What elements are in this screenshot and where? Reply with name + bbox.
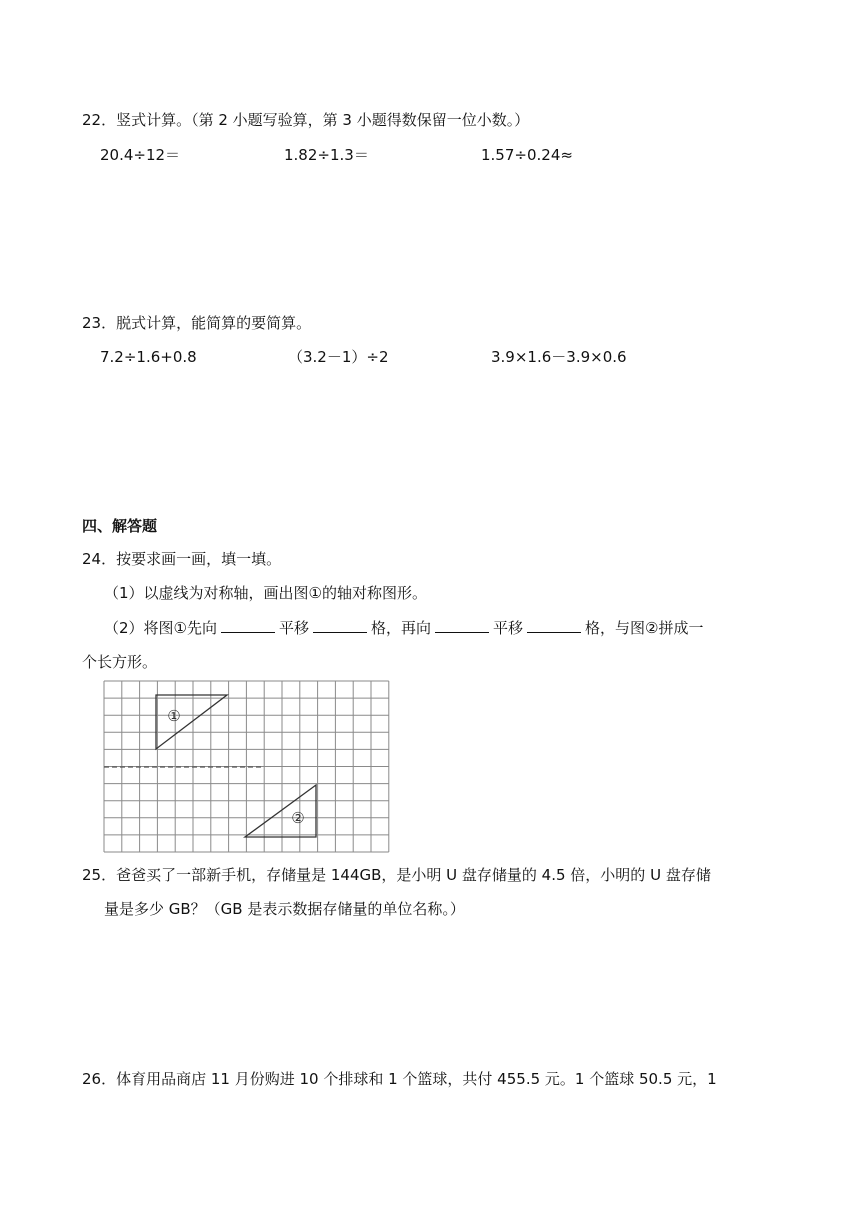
q25-line1: 25．爸爸买了一部新手机，存储量是 144GB，是小明 U 盘存储量的 4.5 倍，小明的 U 盘存储 [82, 866, 711, 884]
q24-part2-cont: 个长方形。 [82, 653, 158, 671]
direction-blank-1[interactable] [221, 618, 275, 633]
steps-blank-1[interactable] [313, 618, 367, 633]
q23-item-3: 3.9×1.6－3.9×0.6 [491, 348, 627, 366]
q22-item-2: 1.82÷1.3＝ [284, 146, 369, 164]
q23-item-2: （3.2－1）÷2 [288, 348, 389, 366]
q23-item-1: 7.2÷1.6+0.8 [100, 348, 197, 366]
triangle-2 [245, 785, 316, 837]
q24-part2-prefix: （2）将图①先向 [104, 619, 217, 637]
q24-part2-mid2: 格，再向 [371, 619, 432, 637]
q22-item-3: 1.57÷0.24≈ [481, 146, 573, 164]
section-heading: 四、解答题 [82, 517, 158, 535]
q24-part2 [104, 618, 704, 638]
grid-figure [100, 679, 390, 855]
q24-part2-suffix: 格，与图②拼成一 [585, 619, 704, 637]
triangle-1-label: ① [167, 707, 181, 725]
q26-line1: 26．体育用品商店 11 月份购进 10 个排球和 1 个篮球，共付 455.5 元。1 个篮球 50.5 元，1 [82, 1070, 717, 1088]
q24-part2-mid1: 平移 [279, 619, 310, 637]
q22-title: 22．竖式计算。（第 2 小题写验算，第 3 小题得数保留一位小数。） [82, 111, 530, 129]
q23-title: 23．脱式计算，能简算的要简算。 [82, 314, 312, 332]
q24-title: 24．按要求画一画，填一填。 [82, 550, 282, 568]
direction-blank-2[interactable] [435, 618, 489, 633]
q24-part1: （1）以虚线为对称轴，画出图①的轴对称图形。 [104, 584, 427, 602]
triangle-2-label: ② [291, 809, 305, 827]
steps-blank-2[interactable] [527, 618, 581, 633]
q22-item-1: 20.4÷12＝ [100, 146, 181, 164]
q24-part2-mid3: 平移 [493, 619, 524, 637]
q25-line2: 量是多少 GB？（GB 是表示数据存储量的单位名称。） [104, 900, 465, 918]
